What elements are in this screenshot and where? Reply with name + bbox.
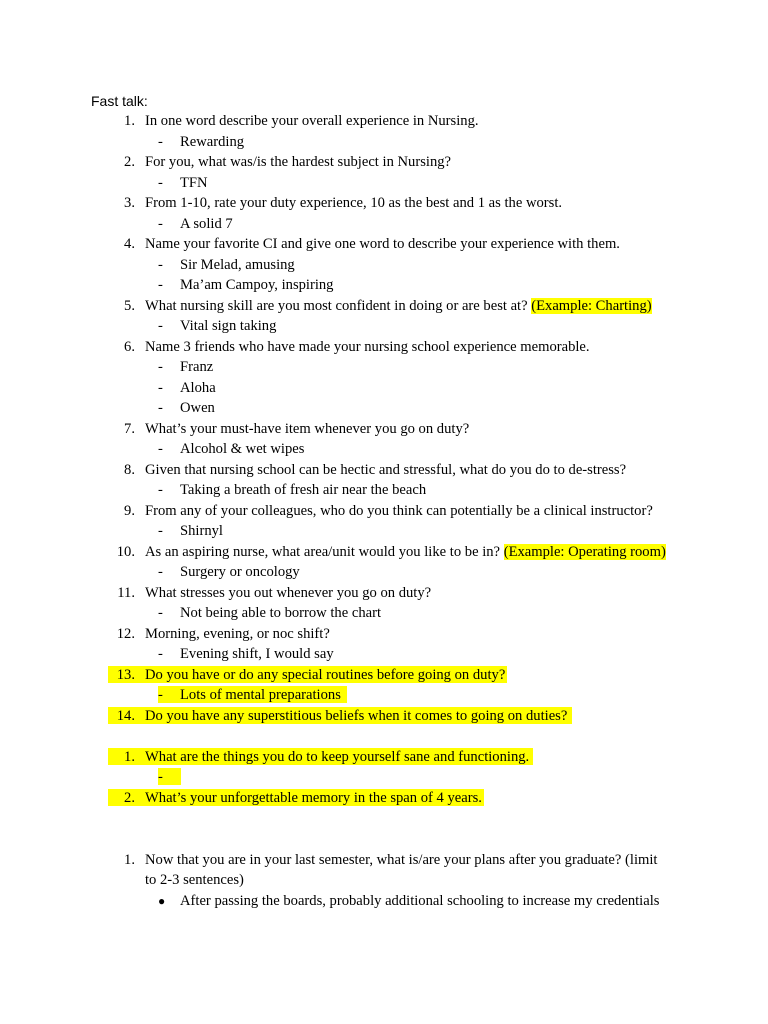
page-title: Fast talk: xyxy=(91,93,148,109)
question-5 xyxy=(108,297,708,315)
answer-text: Alcohol & wet wipes xyxy=(180,441,305,457)
question-2 xyxy=(108,153,708,171)
answer-text: Surgery or oncology xyxy=(180,564,300,580)
answer-6-2 xyxy=(158,379,698,397)
answer-text: Vital sign taking xyxy=(180,318,277,334)
dash-marker: - xyxy=(158,257,163,273)
question-text: For you, what was/is the hardest subject in Nursing? xyxy=(145,154,452,170)
question-text: What nursing skill are you most confident in doing or are best at? xyxy=(145,298,528,314)
question-text: As an aspiring nurse, what area/unit would you like to be in? xyxy=(145,544,501,560)
question-14 xyxy=(108,707,708,725)
extra-question-2 xyxy=(108,789,708,807)
question-number: 3. xyxy=(124,195,135,211)
final-question xyxy=(108,851,708,869)
question-6 xyxy=(108,338,708,356)
answer-13-1 xyxy=(158,686,698,704)
answer-4-2 xyxy=(158,276,698,294)
question-number: 1. xyxy=(124,852,135,868)
question-number: 9. xyxy=(124,503,135,519)
question-8 xyxy=(108,461,708,479)
question-text: From 1-10, rate your duty experience, 10 as the best and 1 as the worst. xyxy=(145,195,563,211)
answer-9-1 xyxy=(158,522,698,540)
question-number: 1. xyxy=(124,113,135,129)
question-text-wrap xyxy=(145,543,666,561)
question-7 xyxy=(108,420,708,438)
answer-text: TFN xyxy=(180,175,208,191)
answer-text: Rewarding xyxy=(180,134,245,150)
question-text: Given that nursing school can be hectic and stressful, what do you do to de-stress? xyxy=(145,462,627,478)
question-text: What’s your must-have item whenever you go on duty? xyxy=(145,421,470,437)
answer-text: Franz xyxy=(180,359,214,375)
example-highlight: (Example: Operating room) xyxy=(503,544,666,560)
question-number: 6. xyxy=(124,339,135,355)
question-number: 8. xyxy=(124,462,135,478)
question-number: 2. xyxy=(124,790,135,806)
question-1 xyxy=(108,112,708,130)
question-3 xyxy=(108,194,708,212)
answer-12-1 xyxy=(158,645,698,663)
dash-marker: - xyxy=(158,441,163,457)
question-text: Name your favorite CI and give one word to describe your experience with them. xyxy=(145,236,620,252)
question-number: 2. xyxy=(124,154,135,170)
bullet-icon: ● xyxy=(158,894,166,908)
question-text: Do you have any superstitious beliefs when it comes to going on duties? xyxy=(145,708,568,724)
answer-text: Not being able to borrow the chart xyxy=(180,605,382,621)
question-text-line-2: to 2-3 sentences) xyxy=(145,872,244,888)
question-text: Morning, evening, or noc shift? xyxy=(145,626,330,642)
dash-marker: - xyxy=(158,400,163,416)
question-number: 1. xyxy=(124,749,135,765)
dash-marker: - xyxy=(158,564,163,580)
answer-text: Evening shift, I would say xyxy=(180,646,334,662)
question-number: 14. xyxy=(116,708,135,724)
question-text: Name 3 friends who have made your nursing school experience memorable. xyxy=(145,339,590,355)
extra-question-1 xyxy=(108,748,708,766)
answer-text: After passing the boards, probably additional schooling to increase my credentials xyxy=(180,893,660,909)
answer-text: A solid 7 xyxy=(180,216,233,232)
answer-text: Sir Melad, amusing xyxy=(180,257,295,273)
answer-text: Shirnyl xyxy=(180,523,223,539)
answer-extra-1-1 xyxy=(158,768,698,786)
answer-2-1 xyxy=(158,174,698,192)
answer-8-1 xyxy=(158,481,698,499)
answer-10-1 xyxy=(158,563,698,581)
answer-1-1 xyxy=(158,133,698,151)
question-12 xyxy=(108,625,708,643)
dash-marker: - xyxy=(158,134,163,150)
dash-marker: - xyxy=(158,482,163,498)
answer-11-1 xyxy=(158,604,698,622)
question-number: 10. xyxy=(116,544,135,560)
answer-text: Ma’am Campoy, inspiring xyxy=(180,277,334,293)
example-highlight: (Example: Charting) xyxy=(531,298,652,314)
question-number: 11. xyxy=(117,585,135,601)
answer-3-1 xyxy=(158,215,698,233)
question-10 xyxy=(108,543,708,561)
answer-5-1 xyxy=(158,317,698,335)
answer-6-1 xyxy=(158,358,698,376)
question-13 xyxy=(108,666,708,684)
answer-text: Lots of mental preparations xyxy=(180,687,341,703)
dash-marker: - xyxy=(158,769,163,785)
answer-text: Owen xyxy=(180,400,215,416)
answer-text: Aloha xyxy=(180,380,216,396)
dash-marker: - xyxy=(158,380,163,396)
question-text: What are the things you do to keep yourself sane and functioning. xyxy=(145,749,530,765)
dash-marker: - xyxy=(158,175,163,191)
dash-marker: - xyxy=(158,359,163,375)
question-9 xyxy=(108,502,708,520)
question-11 xyxy=(108,584,708,602)
answer-6-3 xyxy=(158,399,698,417)
dash-marker: - xyxy=(158,646,163,662)
dash-marker: - xyxy=(158,318,163,334)
question-number: 13. xyxy=(116,667,135,683)
question-number: 7. xyxy=(124,421,135,437)
answer-text: Taking a breath of fresh air near the beach xyxy=(180,482,427,498)
question-text-wrap xyxy=(145,297,652,315)
answer-4-1 xyxy=(158,256,698,274)
question-text: In one word describe your overall experience in Nursing. xyxy=(145,113,479,129)
question-text: What stresses you out whenever you go on duty? xyxy=(145,585,432,601)
final-answer xyxy=(158,892,698,910)
final-question-continued xyxy=(108,871,708,889)
dash-marker: - xyxy=(158,277,163,293)
question-text: What’s your unforgettable memory in the span of 4 years. xyxy=(145,790,482,806)
answer-7-1 xyxy=(158,440,698,458)
question-4 xyxy=(108,235,708,253)
dash-marker: - xyxy=(158,687,163,703)
question-number: 5. xyxy=(124,298,135,314)
question-text-line-1: Now that you are in your last semester, what is/are your plans after you graduate? (limit xyxy=(145,852,658,868)
question-number: 12. xyxy=(116,626,135,642)
question-text: From any of your colleagues, who do you think can potentially be a clinical instructor? xyxy=(145,503,653,519)
question-number: 4. xyxy=(124,236,135,252)
dash-marker: - xyxy=(158,216,163,232)
question-text: Do you have or do any special routines before going on duty? xyxy=(145,667,506,683)
dash-marker: - xyxy=(158,523,163,539)
dash-marker: - xyxy=(158,605,163,621)
